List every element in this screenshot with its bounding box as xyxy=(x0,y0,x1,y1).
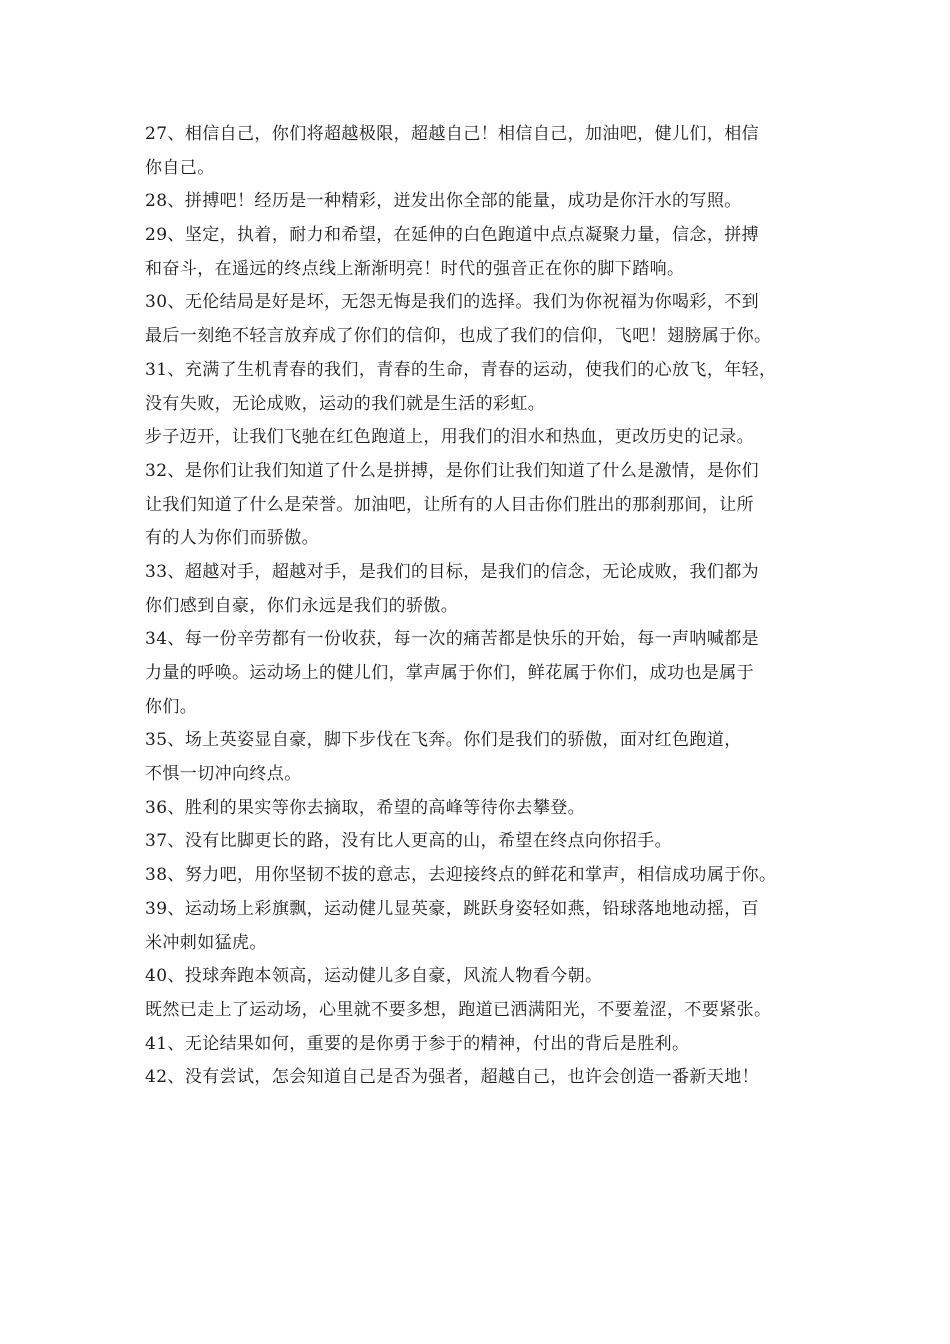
text-line: 37、没有比脚更长的路，没有比人更高的山，希望在终点向你招手。 xyxy=(145,831,673,852)
text-line: 你们感到自豪，你们永远是我们的骄傲。 xyxy=(145,595,459,616)
text-line: 30、无伦结局是好是坏，无怨无悔是我们的选择。我们为你祝福为你喝彩，不到 xyxy=(145,292,760,313)
text-line: 39、运动场上彩旗飘，运动健儿显英豪，跳跃身姿轻如燕，铅球落地地动摇，百 xyxy=(145,898,760,919)
text-line: 36、胜利的果实等你去摘取，希望的高峰等待你去攀登。 xyxy=(145,797,586,818)
text-line: 29、坚定，执着，耐力和希望，在延伸的白色跑道中点点凝聚力量，信念，拼搏 xyxy=(145,225,760,246)
text-line: 不惧一切冲向终点。 xyxy=(145,764,302,785)
text-line: 你自己。 xyxy=(145,157,215,178)
text-line: 33、超越对手，超越对手，是我们的目标，是我们的信念，无论成败，我们都为 xyxy=(145,561,760,582)
text-line: 31、充满了生机青春的我们，青春的生命，青春的运动，使我们的心放飞，年轻， xyxy=(145,359,777,380)
text-line: 38、努力吧，用你坚韧不拔的意志，去迎接终点的鲜花和掌声，相信成功属于你。 xyxy=(145,865,777,886)
text-line: 34、每一份辛劳都有一份收获，每一次的痛苦都是快乐的开始，每一声呐喊都是 xyxy=(145,629,760,650)
text-line: 你们。 xyxy=(145,696,198,717)
text-line: 32、是你们让我们知道了什么是拼搏，是你们让我们知道了什么是激情，是你们 xyxy=(145,460,760,481)
text-line: 力量的呼唤。运动场上的健儿们，掌声属于你们，鲜花属于你们，成功也是属于 xyxy=(145,663,754,683)
text-line: 让我们知道了什么是荣誉。加油吧，让所有的人目击你们胜出的那刹那间，让所 xyxy=(145,494,754,515)
text-line: 40、投球奔跑本领高，运动健儿多自豪，风流人物看今朝。 xyxy=(145,966,603,987)
document-body xyxy=(145,118,813,1095)
text-line: 既然已走上了运动场，心里就不要多想，跑道已洒满阳光，不要羞涩，不要紧张。 xyxy=(145,999,772,1020)
text-line: 步子迈开，让我们飞驰在红色跑道上，用我们的泪水和热血，更改历史的记录。 xyxy=(145,427,754,448)
text-line: 米冲刺如猛虎。 xyxy=(145,932,267,953)
text-line: 42、没有尝试，怎会知道自己是否为强者，超越自己，也许会创造一番新天地！ xyxy=(145,1067,760,1088)
text-line: 有的人为你们而骄傲。 xyxy=(145,528,319,549)
text-line: 41、无论结果如何，重要的是你勇于参于的精神，付出的背后是胜利。 xyxy=(145,1033,690,1054)
text-line: 和奋斗，在遥远的终点线上渐渐明亮！时代的强音正在你的脚下踏响。 xyxy=(145,258,685,279)
text-line: 27、相信自己，你们将超越极限，超越自己！相信自己，加油吧，健儿们，相信 xyxy=(145,124,760,144)
text-line: 35、场上英姿显自豪，脚下步伐在飞奔。你们是我们的骄傲，面对红色跑道， xyxy=(145,730,742,751)
text-line: 最后一刻绝不轻言放弃成了你们的信仰，也成了我们的信仰，飞吧！翅膀属于你。 xyxy=(145,326,772,347)
text-line: 没有失败，无论成败，运动的我们就是生活的彩虹。 xyxy=(145,393,546,414)
text-line: 28、拼搏吧！经历是一种精彩，迸发出你全部的能量，成功是你汗水的写照。 xyxy=(145,191,742,212)
